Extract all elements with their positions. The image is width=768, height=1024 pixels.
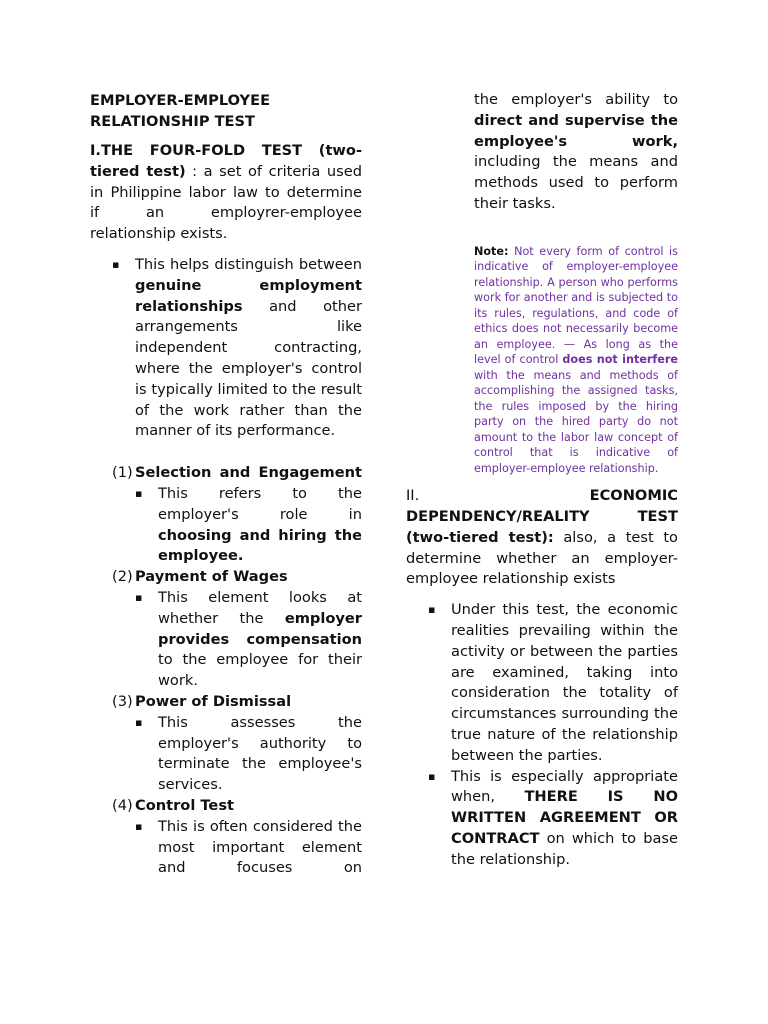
economic-intro-text: also, a test to determine whether an employer-employee relationship exists [406, 528, 678, 588]
economic-number: II. [406, 487, 420, 505]
element-2-text-pre: This element looks at whether the [158, 588, 362, 627]
element-3-heading [90, 692, 362, 713]
bullet-marker: ▪ [135, 819, 143, 833]
left-column [90, 90, 362, 879]
element-1-heading [90, 463, 362, 484]
element-3-text: This assesses the employer's authority to terminate the employee's services. [158, 713, 362, 794]
control-continued-post: including the means and methods used to perform their tasks. [474, 153, 678, 212]
element-4-bullet [90, 817, 362, 879]
element-2-label: Payment of Wages [135, 568, 288, 586]
element-4-number: (4) [112, 796, 133, 814]
bullet-text-bold: genuine employment relationships [135, 276, 362, 315]
four-fold-bullet [90, 255, 362, 442]
element-4-text: This is often considered the most important element and focuses on [158, 817, 362, 877]
element-1-text-bold: choosing and hiring the employee. [158, 526, 362, 565]
element-3-label: Power of Dismissal [135, 692, 292, 710]
element-1-text-pre: This refers to the employer's role in [158, 484, 362, 523]
control-note [474, 244, 678, 477]
control-test-continued [474, 90, 678, 215]
bullet-text-post: and other arrangements like independent contracting, where the employer's control is typically limited to the result of the work rather than the manner of its performance. [135, 297, 362, 440]
element-1-label: Selection and Engagement [135, 464, 362, 482]
note-label: Note: [474, 244, 509, 258]
note-text-bold: does not interfere [562, 353, 678, 367]
bullet-marker: ▪ [428, 603, 436, 617]
bullet-marker: ▪ [135, 715, 143, 729]
element-3-number: (3) [112, 692, 133, 710]
element-2-number: (2) [112, 568, 133, 586]
element-4-heading [90, 796, 362, 817]
economic-bullet-2-post: on which to base the relationship. [451, 830, 678, 868]
four-fold-heading: I.THE FOUR-FOLD TEST (two-tiered test) [90, 142, 362, 180]
document-title [90, 90, 362, 132]
element-1-number: (1) [112, 464, 133, 482]
note-text-1: Not every form of control is indicative of employer-employee relationship. A person who performs work for another and is subjected to its rules, regulations, and code of ethics does not necessarily become an employee. — As long as the level of control [474, 244, 678, 367]
economic-bullet-2-pre: This is especially appropriate when, [451, 767, 678, 806]
control-continued-bold: direct and supervise the employee's work, [474, 111, 678, 150]
bullet-text-pre: This helps distinguish between [135, 255, 362, 273]
economic-heading: ECONOMIC DEPENDENCY/REALITY TEST (two-tiered test): [406, 487, 678, 546]
element-1-bullet [90, 484, 362, 567]
economic-bullet-1 [406, 600, 678, 766]
bullet-marker: ▪ [112, 257, 120, 271]
bullet-marker: ▪ [135, 590, 143, 604]
economic-intro [406, 486, 678, 590]
right-column [406, 90, 678, 871]
four-fold-intro-text: : a set of criteria used in Philippine labor law to determine if an employrer-employee relationship exists. [90, 162, 362, 243]
element-4-label: Control Test [135, 796, 234, 814]
four-fold-intro [90, 141, 362, 245]
bullet-marker: ▪ [135, 486, 143, 500]
note-text-2: with the means and methods of accomplishing the assigned tasks, the rules imposed by the hiring party on the hired party do not amount to the labor law concept of control that is indicative of employer-employee relationship. [474, 368, 678, 475]
title-text: EMPLOYER-EMPLOYEE RELATIONSHIP TEST [90, 92, 271, 130]
element-2-bullet [90, 588, 362, 692]
element-2-text-bold: employer provides compensation [158, 609, 362, 648]
control-continued-pre: the employer's ability to [474, 91, 678, 108]
element-2-text-post: to the employee for their work. [158, 651, 362, 690]
bullet-marker: ▪ [428, 769, 436, 783]
element-3-bullet [90, 713, 362, 796]
economic-bullet-2 [406, 767, 678, 871]
element-2-heading [90, 567, 362, 588]
economic-bullet-2-bold: THERE IS NO WRITTEN AGREEMENT OR CONTRACT [451, 788, 678, 848]
economic-bullet-1-text: Under this test, the economic realities prevailing within the activity or between the parties are examined, taking into consideration the totality of circumstances surrounding the true nature of the relationship between the parties. [451, 601, 678, 764]
